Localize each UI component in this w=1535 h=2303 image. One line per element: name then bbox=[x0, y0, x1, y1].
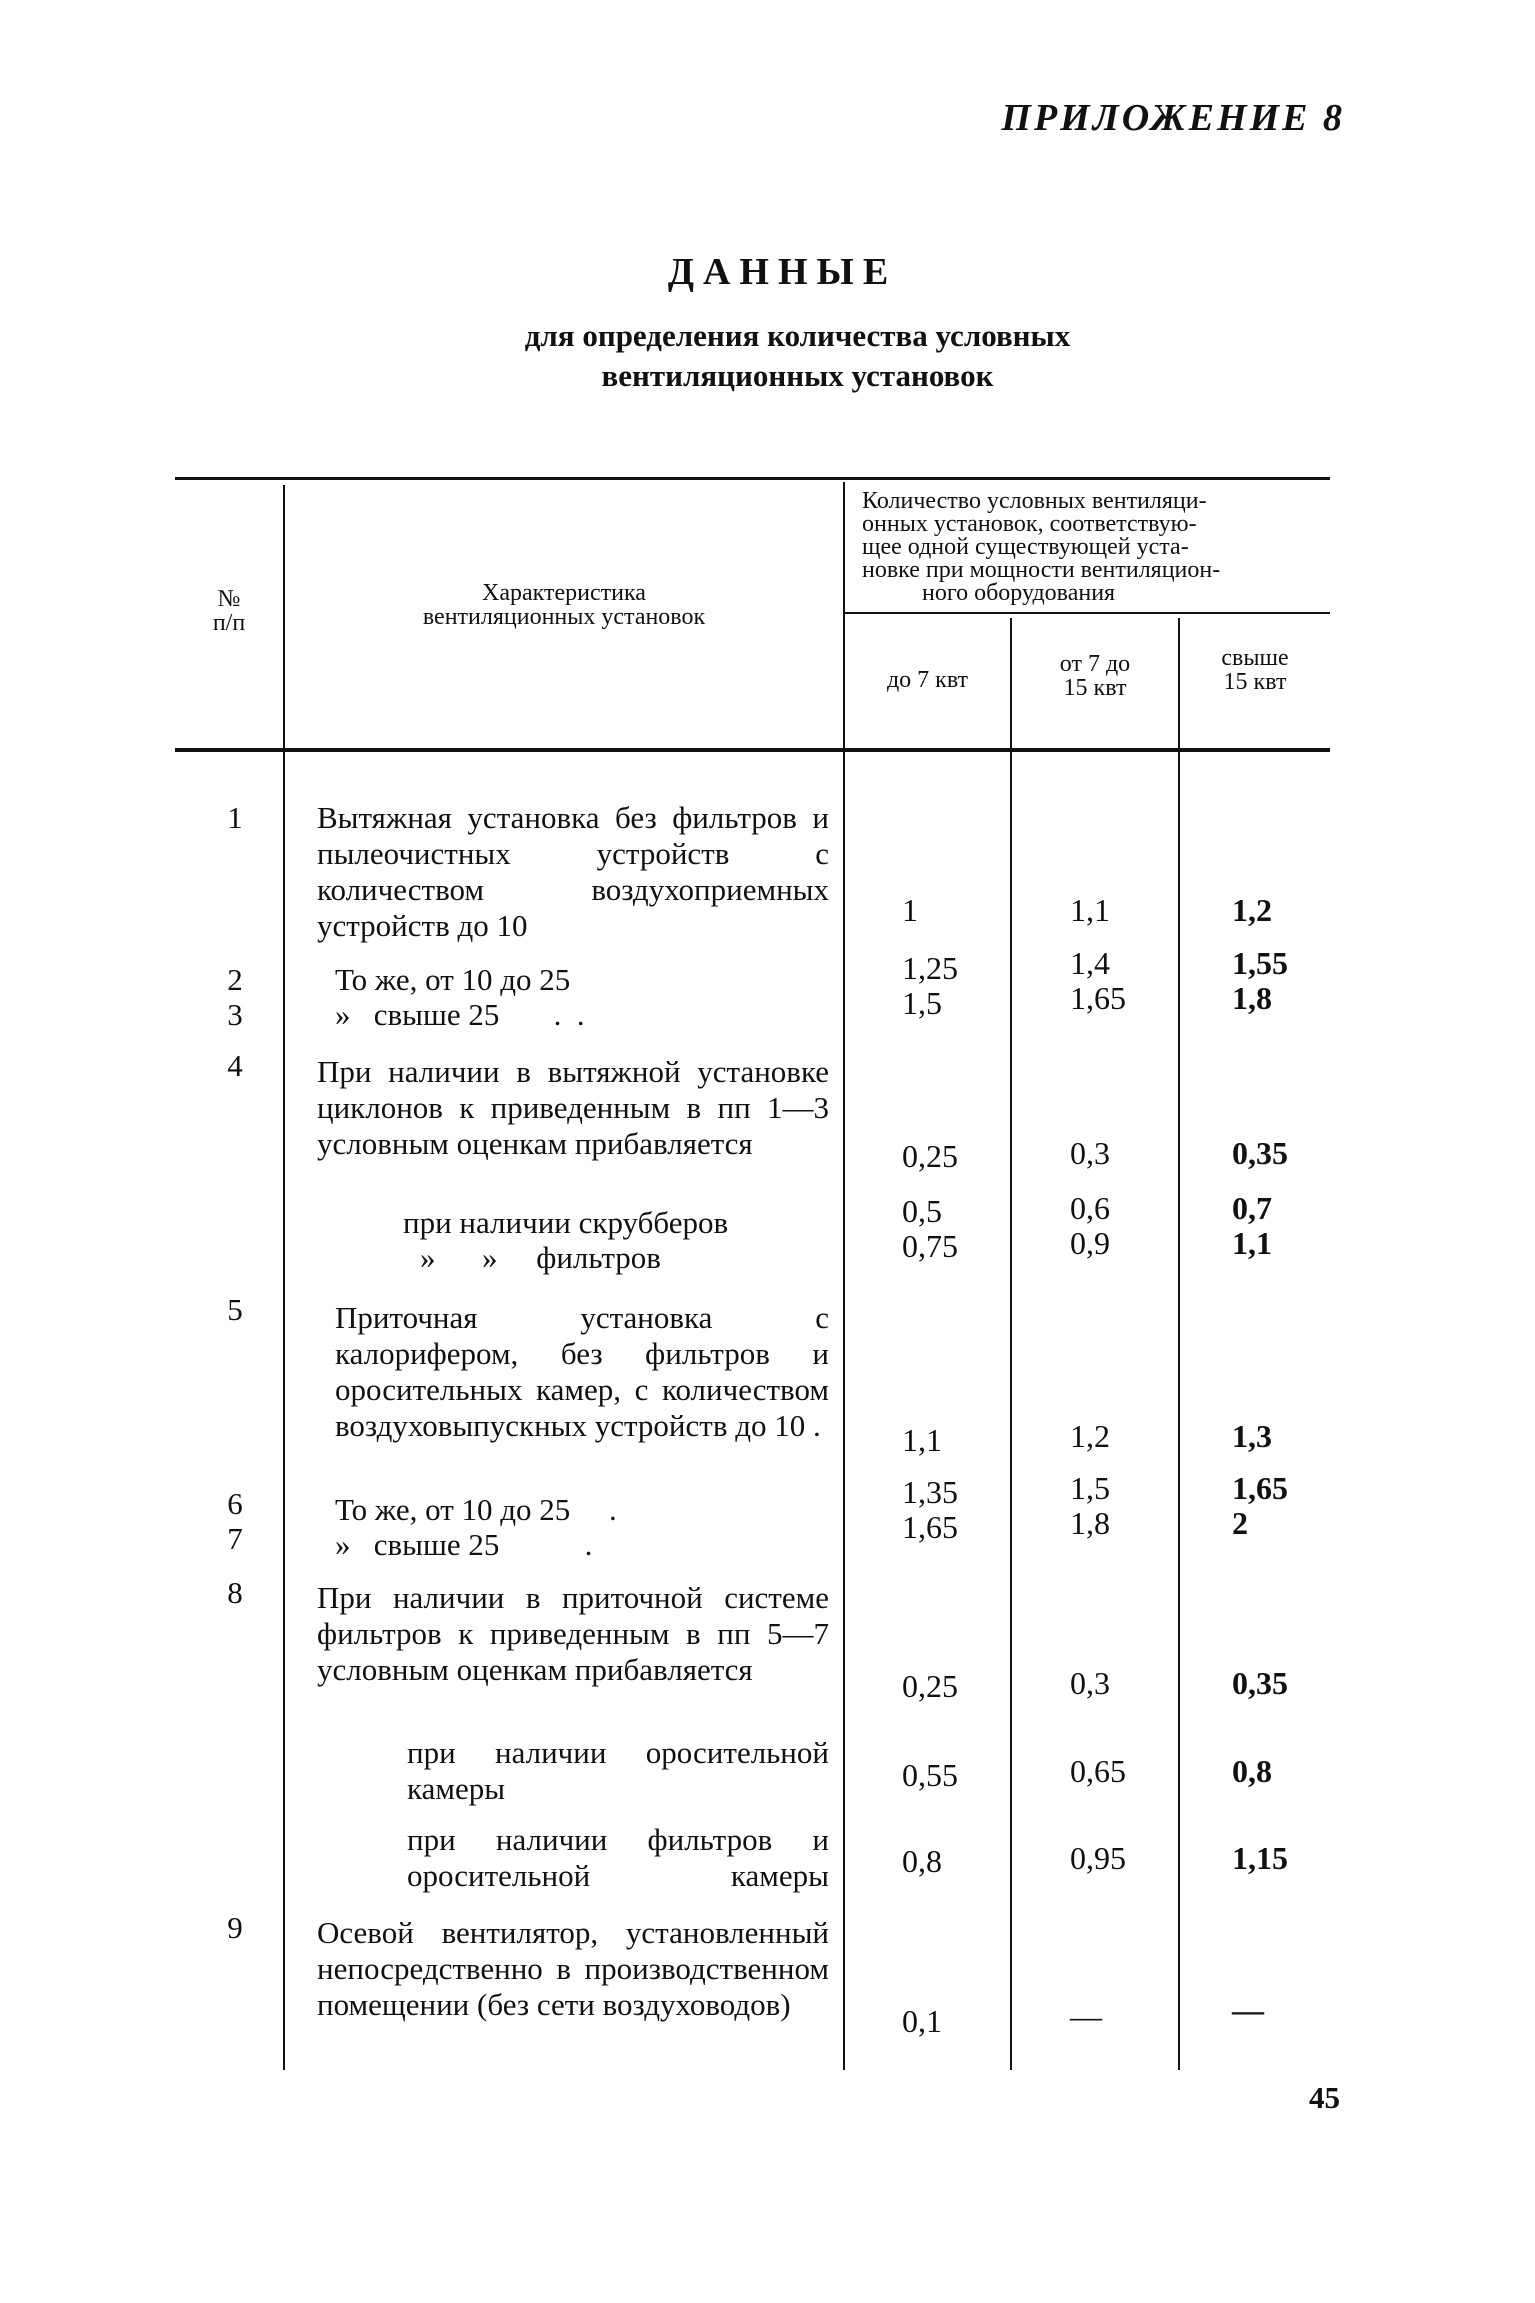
value-over-15kw: — bbox=[1232, 1992, 1264, 2028]
value-over-15kw: 1,15 bbox=[1232, 1840, 1288, 1876]
value-7-to-15kw: 1,4 bbox=[1070, 945, 1110, 981]
row-number: 4 bbox=[227, 1048, 243, 1083]
row-description: При наличии в вытяжной установке циклонов к приведенным в пп 1—3 условным оценкам прибавляется bbox=[317, 1054, 829, 1161]
page-number: 45 bbox=[1309, 2080, 1340, 2115]
column-divider-2 bbox=[843, 482, 845, 2070]
value-over-15kw: 0,8 bbox=[1232, 1753, 1272, 1789]
row-description: Приточная установка с калорифером, без фильтров и оросительных камер, с количеством воздуховыпускных устройств до 10 . bbox=[335, 1300, 829, 1443]
row-description: То же, от 10 до 25 bbox=[335, 962, 571, 997]
value-up-to-7kw: 1,65 bbox=[902, 1509, 958, 1545]
value-up-to-7kw: 1,5 bbox=[902, 985, 942, 1021]
value-7-to-15kw: 0,6 bbox=[1070, 1190, 1110, 1226]
value-up-to-7kw: 0,25 bbox=[902, 1138, 958, 1174]
value-over-15kw: 1,55 bbox=[1232, 945, 1288, 981]
value-7-to-15kw: 0,3 bbox=[1070, 1665, 1110, 1701]
row-number: 5 bbox=[227, 1292, 243, 1327]
value-7-to-15kw: 1,5 bbox=[1070, 1470, 1110, 1506]
value-up-to-7kw: 0,55 bbox=[902, 1757, 958, 1793]
row-description: при наличии фильтров и оросительной камеры bbox=[407, 1822, 829, 1893]
value-7-to-15kw: — bbox=[1070, 1998, 1102, 2034]
value-over-15kw: 1,65 bbox=[1232, 1470, 1288, 1506]
column-divider-4 bbox=[1178, 618, 1180, 2070]
subheader-rule bbox=[843, 612, 1330, 614]
appendix-label: ПРИЛОЖЕНИЕ 8 bbox=[1001, 97, 1345, 139]
value-up-to-7kw: 1,25 bbox=[902, 950, 958, 986]
header-col-up-to-7kw: до 7 квт bbox=[886, 667, 969, 693]
row-description: Вытяжная установка без фильтров и пылеочистных устройств с количеством воздухоприемных устройств до 10 bbox=[317, 800, 829, 943]
row-number: 3 bbox=[227, 997, 243, 1032]
row-number: 6 bbox=[227, 1486, 243, 1521]
value-7-to-15kw: 0,65 bbox=[1070, 1753, 1126, 1789]
row-description: » » фильтров bbox=[420, 1240, 661, 1275]
value-over-15kw: 1,3 bbox=[1232, 1418, 1272, 1454]
value-up-to-7kw: 0,8 bbox=[902, 1843, 942, 1879]
row-description: при наличии скрубберов bbox=[403, 1205, 729, 1240]
row-number: 2 bbox=[227, 962, 243, 997]
table-header-rule bbox=[175, 748, 1330, 752]
value-up-to-7kw: 0,1 bbox=[902, 2003, 942, 2039]
value-up-to-7kw: 1,35 bbox=[902, 1474, 958, 1510]
row-number: 9 bbox=[227, 1910, 243, 1945]
value-7-to-15kw: 1,1 bbox=[1070, 892, 1110, 928]
row-description: То же, от 10 до 25 . bbox=[335, 1492, 617, 1527]
value-up-to-7kw: 0,25 bbox=[902, 1668, 958, 1704]
value-up-to-7kw: 0,5 bbox=[902, 1193, 942, 1229]
row-number: 7 bbox=[227, 1521, 243, 1556]
row-description: Осевой вентилятор, установленный непосредственно в производственном помещении (без сети воздуховодов) bbox=[317, 1915, 829, 2022]
row-description: » свыше 25 . . bbox=[335, 997, 585, 1032]
value-7-to-15kw: 0,9 bbox=[1070, 1225, 1110, 1261]
value-over-15kw: 0,35 bbox=[1232, 1135, 1288, 1171]
value-up-to-7kw: 0,75 bbox=[902, 1228, 958, 1264]
value-7-to-15kw: 1,8 bbox=[1070, 1505, 1110, 1541]
row-description: » свыше 25 . bbox=[335, 1527, 593, 1562]
value-up-to-7kw: 1,1 bbox=[902, 1422, 942, 1458]
header-col-7-to-15kw: от 7 до 15 квт bbox=[1059, 651, 1131, 701]
row-description: при наличии оросительной камеры bbox=[407, 1735, 829, 1806]
value-over-15kw: 2 bbox=[1232, 1505, 1248, 1541]
value-up-to-7kw: 1 bbox=[902, 892, 918, 928]
value-7-to-15kw: 0,3 bbox=[1070, 1135, 1110, 1171]
value-over-15kw: 1,1 bbox=[1232, 1225, 1272, 1261]
row-number: 1 bbox=[227, 800, 243, 835]
subtitle-line-1: для определения количества условных bbox=[524, 318, 1071, 353]
column-divider-3 bbox=[1010, 618, 1012, 2070]
value-over-15kw: 1,8 bbox=[1232, 980, 1272, 1016]
value-7-to-15kw: 1,65 bbox=[1070, 980, 1126, 1016]
header-number: № п/п bbox=[212, 586, 246, 636]
header-col-over-15kw: свыше 15 квт bbox=[1221, 645, 1289, 695]
value-over-15kw: 1,2 bbox=[1232, 892, 1272, 928]
value-over-15kw: 0,35 bbox=[1232, 1665, 1288, 1701]
value-7-to-15kw: 1,2 bbox=[1070, 1418, 1110, 1454]
subtitle-line-2: вентиляционных установок bbox=[601, 358, 994, 393]
row-description: При наличии в приточной системе фильтров к приведенным в пп 5—7 условным оценкам прибавляется bbox=[317, 1580, 829, 1687]
column-divider-1 bbox=[283, 485, 285, 2070]
page-title: ДАННЫЕ bbox=[667, 251, 898, 293]
header-characteristic: Характеристика вентиляционных установок bbox=[422, 580, 706, 630]
value-7-to-15kw: 0,95 bbox=[1070, 1840, 1126, 1876]
row-number: 8 bbox=[227, 1575, 243, 1610]
value-over-15kw: 0,7 bbox=[1232, 1190, 1272, 1226]
header-quantity-group: Количество условных вентиляци- онных установок, соответствую- щее одной существующей уста- новке при мощности вентиляцион- ного оборудования bbox=[862, 488, 1221, 606]
table-top-rule bbox=[175, 477, 1330, 480]
